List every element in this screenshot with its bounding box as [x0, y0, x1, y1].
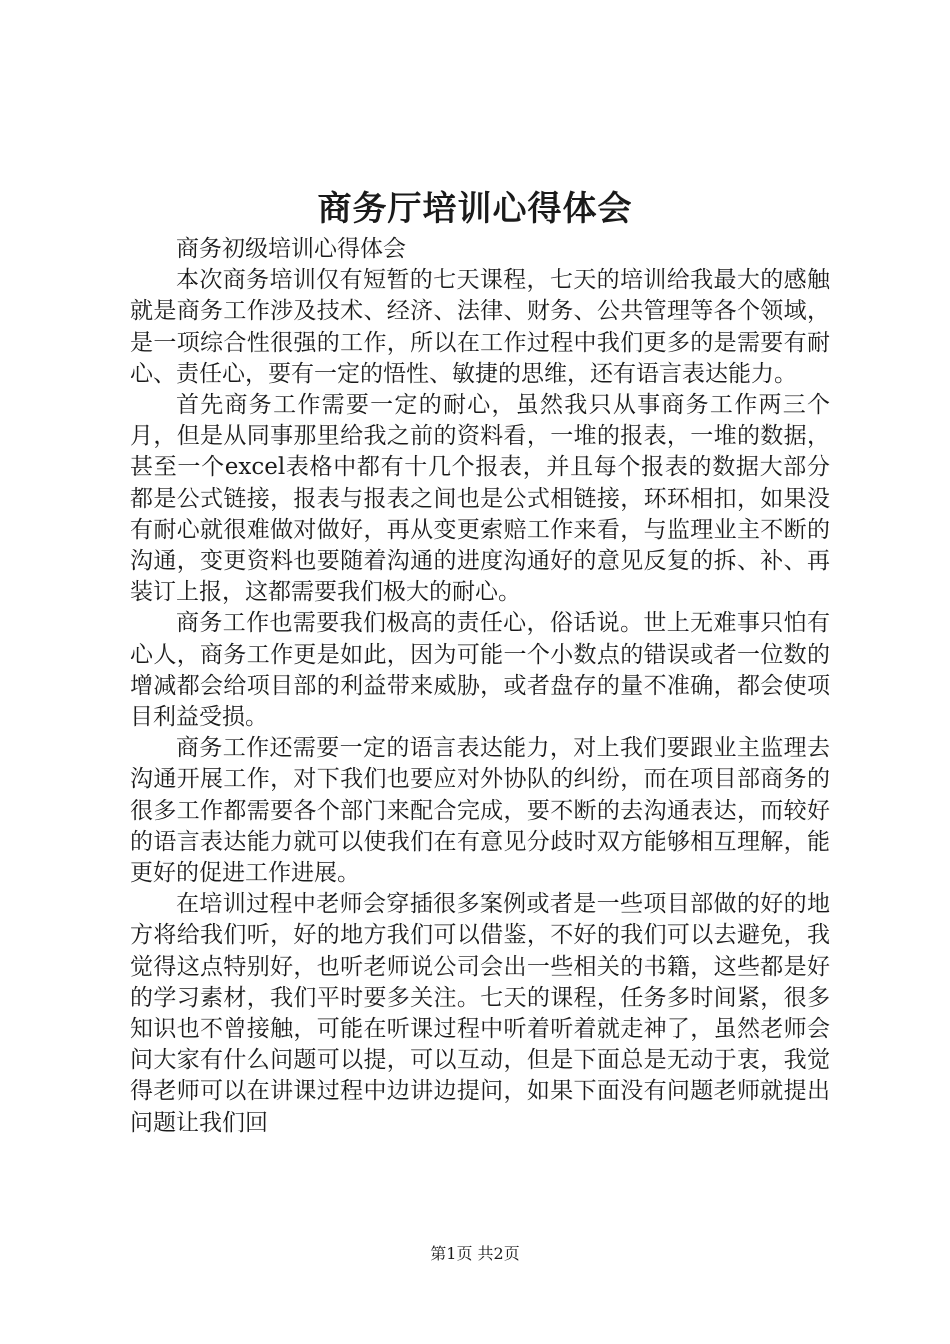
paragraph: 商务工作还需要一定的语言表达能力，对上我们要跟业主监理去沟通开展工作，对下我们也要应对外协队的纠纷，而在项目部商务的很多工作都需要各个部门来配合完成，要不断的去沟通表达，而较好的语言表达能力就可以使我们在有意见分歧时双方能够相互理解，能更好的促进工作进展。 [130, 735, 830, 887]
page-number-footer: 第1页 共2页 [430, 1244, 520, 1263]
paragraph: 首先商务工作需要一定的耐心，虽然我只从事商务工作两三个月，但是从同事那里给我之前的资料看，一堆的报表，一堆的数据，甚至一个excel表格中都有十几个报表，并且每个报表的数据大部分都是公式链接，报表与报表之间也是公式相链接，环环相扣，如果没有耐心就很难做对做好，再从变更索赔工作来看，与监理业主不断的沟通，变更资料也要随着沟通的进度沟通好的意见反复的拆、补、再装订上报，这都需要我们极大的耐心。 [130, 392, 830, 606]
paragraph: 本次商务培训仅有短暂的七天课程，七天的培训给我最大的感触就是商务工作涉及技术、经济、法律、财务、公共管理等各个领域，是一项综合性很强的工作，所以在工作过程中我们更多的是需要有耐心、责任心，要有一定的悟性、敏捷的思维，还有语言表达能力。 [130, 267, 830, 387]
document-title: 商务厅培训心得体会 [317, 189, 633, 229]
paragraph: 商务工作也需要我们极高的责任心，俗话说。世上无难事只怕有心人，商务工作更是如此，因为可能一个小数点的错误或者一位数的增减都会给项目部的利益带来威胁，或者盘存的量不准确，都会使项目利益受损。 [130, 610, 830, 731]
paragraph-subtitle: 商务初级培训心得体会 [176, 236, 406, 262]
paragraph: 在培训过程中老师会穿插很多案例或者是一些项目部做的好的地方将给我们听，好的地方我们可以借鉴，不好的我们可以去避免，我觉得这点特别好，也听老师说公司会出一些相关的书籍，这些都是好的学习素材，我们平时要多关注。七天的课程，任务多时间紧，很多知识也不曾接触，可能在听课过程中听着听着就走神了，虽然老师会问大家有什么问题可以提，可以互动，但是下面总是无动于衷，我觉得老师可以在讲课过程中边讲边提问，如果下面没有问题老师就提出问题让我们回 [130, 891, 830, 1136]
document-body [130, 234, 830, 1139]
